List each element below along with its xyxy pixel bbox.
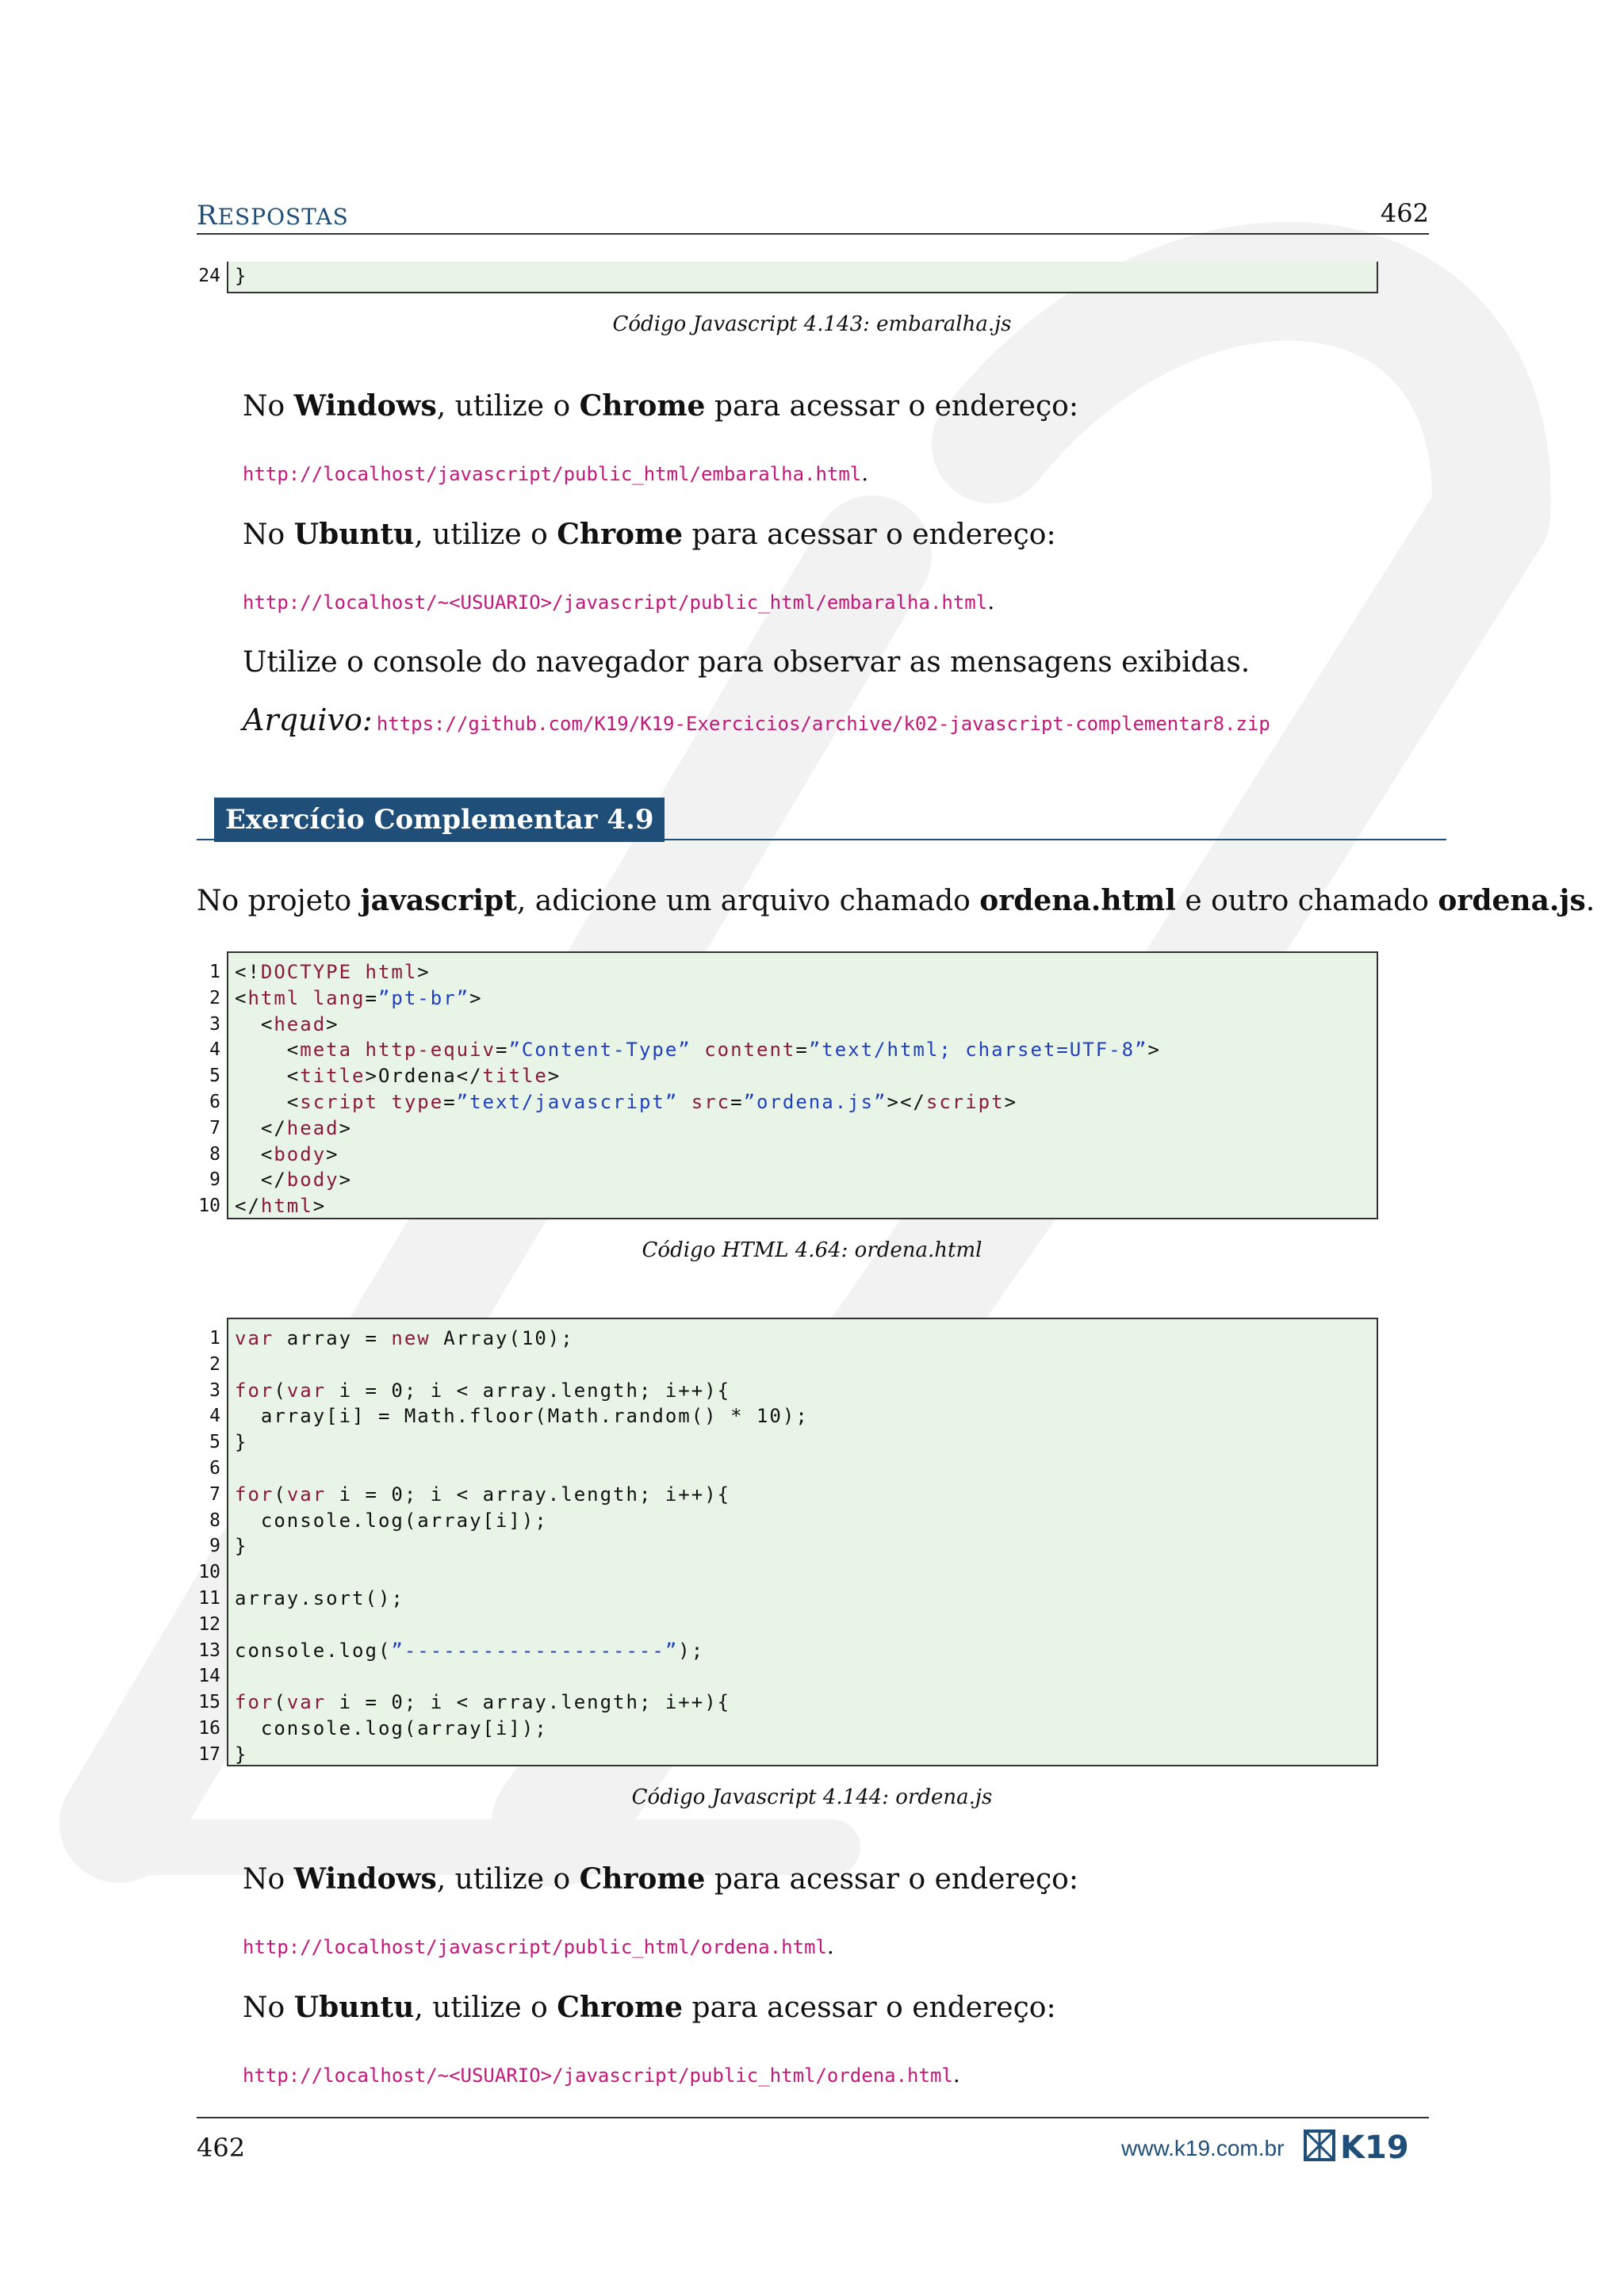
line-number: 11 [198,1588,220,1609]
windows-instruction: No Windows, utilize o Chrome para acessar o endereço: [243,389,1078,423]
code-line [209,1063,1377,1089]
header-rule [197,233,1429,235]
line-number: 17 [198,1743,220,1765]
line-number: 12 [198,1613,220,1635]
footer-rule [197,2117,1429,2118]
code-line [198,1193,1377,1219]
code-text: </html> [235,1195,327,1218]
line-number: 7 [209,1117,220,1138]
windows-url-link[interactable]: http://localhost/javascript/public_html/embaralha.html [243,463,862,485]
code-line [209,1167,1377,1192]
code-caption-embaralha: Código Javascript 4.143: embaralha.js [612,312,1012,336]
code-text: <script type=”text/javascript” src=”ordena.js”></script> [235,1091,1018,1113]
running-header-section: RESPOSTAS [197,200,349,232]
code-line [209,1012,1377,1037]
code-text: <!DOCTYPE html> [235,961,431,983]
header-page-number: 462 [1380,198,1429,228]
ubuntu-instruction: No Ubuntu, utilize o Chrome para acessar o endereço: [243,518,1056,551]
line-number: 24 [198,266,220,286]
line-number: 5 [209,1432,220,1453]
code-line [198,1586,1377,1611]
code-text: <body> [235,1142,339,1165]
line-number: 4 [209,1406,220,1427]
code-line [209,1142,1377,1167]
code-line [209,1089,1377,1115]
line-number: 16 [198,1718,220,1739]
code-line [209,1456,1377,1481]
code-text: for(var i = 0; i < array.length; i++){ [235,1379,731,1402]
code-line [198,1689,1377,1715]
code-line [209,1533,1377,1559]
line-number: 4 [209,1039,220,1061]
code-text: <head> [235,1012,339,1035]
console-instruction: Utilize o console do navegador para observar as mensagens exibidas. [243,646,1251,679]
code-text: <html lang=”pt-br”> [235,986,483,1009]
code-line [198,1559,1377,1585]
code-caption-ordena-js: Código Javascript 4.144: ordena.js [631,1785,993,1809]
code-line [209,1403,1377,1429]
code-text: array.sort(); [235,1587,404,1609]
line-number: 9 [209,1536,220,1557]
code-text: } [235,1743,248,1766]
line-number: 1 [209,1328,220,1349]
windows-url-line: http://localhost/javascript/public_html/embaralha.html. [243,460,869,486]
code-text: console.log(”--------------------”); [235,1639,705,1662]
footer-site-link[interactable]: www.k19.com.br [1121,2136,1285,2160]
code-line [209,985,1377,1011]
exercise-intro: No projeto javascript, adicione um arquivo chamado ordena.html e outro chamado ordena.js. [197,884,1595,917]
code-caption-ordena-html: Código HTML 4.64: ordena.html [642,1238,982,1262]
code-block-ordena-html [198,951,1378,1219]
line-number: 13 [198,1640,220,1661]
line-number: 2 [209,1353,220,1375]
code-line [198,1742,1377,1767]
code-text: array[i] = Math.floor(Math.random() * 10); [235,1405,809,1428]
code-line [198,1663,1377,1689]
code-line [209,1352,1377,1377]
ubuntu-url-line: http://localhost/~<USUARIO>/javascript/public_html/ordena.html. [243,2061,960,2087]
code-text: } [235,1535,248,1558]
arquivo-line [243,702,1270,737]
arquivo-url-link[interactable]: https://github.com/K19/K19-Exercicios/archive/k02-javascript-complementar8.zip [376,713,1270,735]
code-line [209,1115,1377,1141]
line-number: 10 [198,1196,220,1217]
line-number: 3 [209,1380,220,1401]
line-number: 14 [198,1666,220,1687]
code-line [198,1612,1377,1637]
line-number: 9 [209,1169,220,1191]
code-line [198,1716,1377,1741]
line-number: 2 [209,987,220,1008]
code-line [209,1508,1377,1533]
code-line [198,263,1377,289]
line-number: 15 [198,1692,220,1713]
code-line [209,959,1377,985]
ubuntu-url-link[interactable]: http://localhost/~<USUARIO>/javascript/public_html/ordena.html [243,2064,953,2087]
code-text: var array = new Array(10); [235,1327,574,1349]
line-number: 3 [209,1013,220,1035]
footer-page-number: 462 [197,2133,246,2163]
k19-logo [1304,2128,1431,2163]
code-block-embaralha-tail [198,262,1378,293]
line-number: 7 [209,1483,220,1505]
code-text: <meta http-equiv=”Content-Type” content=”text/html; charset=UTF-8”> [235,1039,1161,1062]
arquivo-label: Arquivo: [243,702,373,737]
code-text: for(var i = 0; i < array.length; i++){ [235,1691,731,1714]
line-number: 1 [209,962,220,982]
ubuntu-instruction: No Ubuntu, utilize o Chrome para acessar o endereço: [243,1991,1056,2024]
code-line [198,1638,1377,1663]
code-block-ordena-js [198,1318,1378,1766]
line-number: 8 [209,1143,220,1165]
logo-text: K19 [1340,2130,1409,2163]
code-text: </body> [235,1169,353,1192]
code-text: console.log(array[i]); [235,1509,548,1532]
line-number: 10 [198,1562,220,1583]
code-line [209,1037,1377,1062]
code-line [209,1429,1377,1455]
code-text: } [235,265,248,287]
windows-url-line: http://localhost/javascript/public_html/ordena.html. [243,1933,834,1959]
line-number: 5 [209,1066,220,1087]
windows-url-link[interactable]: http://localhost/javascript/public_html/ordena.html [243,1936,827,1958]
line-number: 8 [209,1510,220,1531]
ubuntu-url-line: http://localhost/~<USUARIO>/javascript/public_html/embaralha.html. [243,588,995,614]
code-text: } [235,1431,248,1454]
code-text: for(var i = 0; i < array.length; i++){ [235,1483,731,1506]
code-text: <title>Ordena</title> [235,1065,561,1088]
code-line [209,1326,1377,1351]
code-text: console.log(array[i]); [235,1717,548,1739]
code-text: </head> [235,1116,353,1139]
code-line [209,1482,1377,1507]
exercise-title: Exercício Complementar 4.9 [214,798,665,842]
line-number: 6 [209,1092,220,1112]
windows-instruction: No Windows, utilize o Chrome para acessar o endereço: [243,1862,1078,1896]
line-number: 6 [209,1458,220,1479]
ubuntu-url-link[interactable]: http://localhost/~<USUARIO>/javascript/public_html/embaralha.html [243,591,988,614]
code-line [209,1378,1377,1403]
